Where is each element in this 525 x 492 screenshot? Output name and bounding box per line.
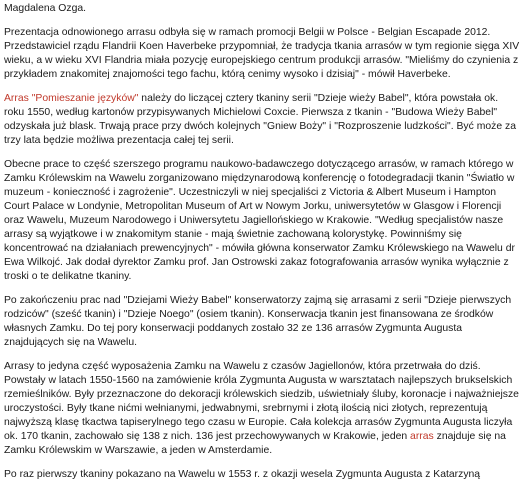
paragraph-4: Po zakończeniu prac nad "Dziejami Wieży Babel" konserwatorzy zajmą się arrasami z serii "Dzieje pierwszych rodziców" (sześć tkanin) i "Dzieje Noego" (osiem tkanin). Konserwacja tkanin jest finansowana ze środków własnych Zamku. Do tej pory konserwacji poddanych zostało 32 ze 136 arrasów Zygmunta Augusta znajdujących się na Wawelu. bbox=[4, 295, 512, 348]
paragraph-5-text-a: Arrasy to jedyna część wyposażenia Zamku na Wawelu z czasów Jagiellonów, która przetrwała do dziś. Powstały w latach 1550-1560 na zamówienie króla Zygmunta Augusta w warsztatach najlepszych brukselskich rzemieślników. Były przeznaczone do dekoracji królewskich siedzib, uświetniały śluby, koronacje i najważniejsze uroczystości. Były tkane nićmi wełnianymi, jedwabnymi, srebrnymi i złotą ilością nici złotych, reprezentują najwyższą klasę tkactwa tapiserylnego tego czasu w Europie. Cała kolekcja arrasów Zygmunta Augusta liczyła ok. 170 tkanin, zachowało się 138 z nich. 136 jest przechowywanych w Krakowie, jeden bbox=[4, 361, 519, 442]
paragraph-3: Obecne prace to część szerszego programu naukowo-badawczego dotyczącego arrasów, w ramach którego w Zamku Królewskim na Wawelu zorganizowano międzynarodową konferencję o fotodegradacji tkanin "Światło w muzeum - konieczność i zagrożenie". Uczestniczyli w niej specjaliści z Victoria & Albert Museum i Hampton Court Palace w Londynie, Metropolitan Museum of Art w Nowym Jorku, uniwersytetów w Glasgow i Florencji oraz Wawelu, Muzeum Narodowego i Uniwersytetu Jagiellońskiego w Krakowie. "Według specjalistów nasze arrasy są wyjątkowe i w znakomitym stanie - mają świetnie zachowaną kolorystykę. Powinniśmy się koncentrować na działaniach prewencyjnych" - mówiła główna konserwator Zamku Królewskiego na Wawelu dr Ewa Wilkojć. Jak dodał dyrektor Zamku prof. Jan Ostrowski zakaz fotografowania arrasów wynika wyłącznie z troski o te delikatne tkaniny. bbox=[4, 159, 515, 282]
paragraph-1: Prezentacja odnowionego arrasu odbyła się w ramach promocji Belgii w Polsce - Belgian Escapade 2012. Przedstawiciel rządu Flandrii Koen Haverbeke przypomniał, że tradycja tkania arrasów w tym regionie sięga XIV wieku, a w wieku XVI Flandria miała pozycję europejskiego centrum produkcji arrasów. "Mieliśmy do czynienia z przykładem znakomitej znajomości tego fachu, którą cenimy wysoko i dzisiaj" - mówił Haverbeke. bbox=[4, 27, 520, 80]
paragraph-2 bbox=[4, 92, 520, 148]
paragraph-6: Po raz pierwszy tkaniny pokazano na Wawelu w 1553 r. z okazji wesela Zygmunta Augusta z Katarzyną bbox=[4, 469, 481, 480]
author-line: Magdalena Ozga. bbox=[4, 3, 87, 14]
paragraph-5-text-b: znajduje się na Zamku Królewskim w Warszawie, a jeden w Amsterdamie. bbox=[4, 431, 506, 456]
paragraph-2-text: należy do liczącej cztery tkaniny serii "Dzieje wieży Babel", która powstała ok. roku 1550, według kartonów przypisywanych Michielowi Coxcie. Pierwsza z tkanin - "Budowa Wieży Babel" odzyskała już blask. Trwają prace przy dwóch kolejnych "Gniew Boży" i "Rozproszenie ludzkości". Być może za trzy lata będzie możliwa prezentacja całej tej serii. bbox=[4, 93, 516, 146]
paragraph-5 bbox=[4, 360, 520, 458]
arras-highlight: arras bbox=[410, 431, 434, 442]
tapestry-name-highlight: Arras "Pomieszanie języków" bbox=[4, 93, 139, 104]
article-body bbox=[4, 0, 520, 492]
